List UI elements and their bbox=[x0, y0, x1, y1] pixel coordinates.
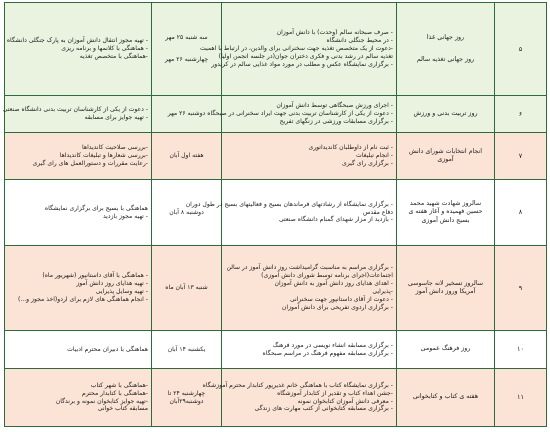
school-activities-cell: - ثبت نام از داوطلبان کاندیداتوری - انجام تبلیغات - برگزاری رای گیری bbox=[222, 133, 397, 180]
occasion-cell: سالروز شهادت شهید محمد حسین فهمیده و آغاز هفته ی بسیج دانش آموزی bbox=[397, 180, 495, 246]
occasion-cell: هفته ی کتاب و کتابخوانی bbox=[397, 369, 495, 427]
management-cell: -هماهنگی با شهر کتاب -هماهنگی با کتابدار محترم -تهیه جوایز کتابخوان نمونه و برندگان مسابقه کتاب خوانی bbox=[5, 369, 152, 427]
school-activities-cell: - برگزاری نمایشگاه کتاب با هماهنگی خانم غدیرپور کتابدار محترم آموزشگاه -جشن اهداء کتاب و تقدیر از کتابدار آموزشگاه - معرفی دانش آموزان کتابخوان نمونه - برگزاری مسابقه کتابخوانی از کتب مهارت های زندگی bbox=[222, 369, 397, 427]
school-activities-cell: - اجرای ورزش صبحگاهی توسط دانش آموزان - دعوت از یکی از کارشناسان تربیت بدنی جهت ایراد سخنرانی در صبحگاه - برگزاری مسابقات ورزشی در زنگهای تفریح bbox=[222, 96, 397, 133]
row-number: ۷ bbox=[495, 133, 547, 180]
date-cell: دوشنبه ۲۶ مهر bbox=[152, 96, 222, 133]
date-cell: سه شنبه ۲۵ مهر چهارشنبه ۲۶ مهر bbox=[152, 3, 222, 96]
table-row bbox=[5, 246, 547, 331]
date-cell: دوشنبه ۸ آبان bbox=[152, 180, 222, 246]
table-row bbox=[5, 180, 547, 246]
program-table bbox=[4, 2, 547, 427]
management-cell: هماهنگی با بسیج برای برگزاری نمایشگاه - تهیه مجوز بازدید bbox=[5, 180, 152, 246]
row-number: ۶ bbox=[495, 96, 547, 133]
date-cell: هفته اول آبان bbox=[152, 133, 222, 180]
date-cell: یکشنبه ۱۴ آبان bbox=[152, 331, 222, 369]
school-activities-cell: - برگزاری مسابقه انشاء نویسی در مورد فرهنگ - برگزاری مسابقه مفهوم فرهنگ در مراسم صبحگاه bbox=[222, 331, 397, 369]
school-activities-cell: - برگزاری مراسم به مناسبت گرامیداشت روز دانش آموز در سالن اجتماعات(اجرای برنامه توسط شورای دانش آموزی) - اهدای هدایای روز دانش آموز به دانش آموزان -پذیرایی - دعوت از آقای داستانپور جهت سخنرانی - برگزاری اردوی تفریحی برای دانش آموزان bbox=[222, 246, 397, 331]
row-number: ۱۱ bbox=[495, 369, 547, 427]
table-row bbox=[5, 133, 547, 180]
table-row bbox=[5, 369, 547, 427]
date-cell: شنبه ۱۳ آبان ماه bbox=[152, 246, 222, 331]
occasion-cell: سالروز تسخیر لانه جاسوسی آمریکا وروز دانش آموز bbox=[397, 246, 495, 331]
school-activities-cell: - صرف صبحانه سالم (وحدت) با دانش آموزان - در محیط جنگلی دانشگاه -دعوت از یک متخصص تغذیه جهت سخنرانی برای والدین، در ارتباط با اهمیت تغذیه سالم در رشد بدنی و فکری دختران جوان(در جلسه انجمن اولیا) - برگزاری نمایشگاه عکس و مطلب در مورد مواد غذایی سالم در کریدور bbox=[222, 3, 397, 96]
management-cell: هماهنگی با دبیران محترم ادبیات bbox=[5, 331, 152, 369]
row-number: ۵ bbox=[495, 3, 547, 96]
table-row bbox=[5, 96, 547, 133]
row-number: ۸ bbox=[495, 180, 547, 246]
management-cell: - دعوت از یکی از کارشناسان تربیت بدنی دانشگاه صنعتی - تهیه جوایز برای مسابقه bbox=[5, 96, 152, 133]
occasion-cell: روز تربیت بدنی و ورزش bbox=[397, 96, 495, 133]
table-row bbox=[5, 331, 547, 369]
management-cell: -بررسی صلاحیت کاندیداها -بررسی شعارها و تبلیغات کاندیداها -رعایت مقررات و دستورالعمل های رای گیری bbox=[5, 133, 152, 180]
occasion-cell: روز فرهنگ عمومی bbox=[397, 331, 495, 369]
date-cell: چهارشنبه ۲۴ تا دوشنبه۲۹آبان bbox=[152, 369, 222, 427]
management-cell: - تهیه مجوز انتقال دانش آموزان به پارک جنگلی دانشگاه - هماهنگی با کلانمها و برنامه ریزی -هماهنگی با متخصص تغذیه bbox=[5, 3, 152, 96]
row-number: ۹ bbox=[495, 246, 547, 331]
row-number: ۱۰ bbox=[495, 331, 547, 369]
table-row bbox=[5, 3, 547, 96]
management-cell: - هماهنگی با آقای داستانپور (شهریور ماه) - تهیه هدایای روز دانش آموز - تهیه وسایل پذیرایی - انجام هماهنگی های لازم برای اردو(اخذ مجوز و...) bbox=[5, 246, 152, 331]
occasion-cell: انجام انتخابات شورای دانش آموزی bbox=[397, 133, 495, 180]
school-activities-cell: - برگزاری نمایشگاه از رشادتهای فرماندهان بسیج و فعالیتهای بسیج در طول دوران دفاع مقدس - بازدید از مزار شهدای گمنام دانشگاه صنعتی bbox=[222, 180, 397, 246]
occasion-cell: روز جهانی غذا روز جهانی تغذیه سالم bbox=[397, 3, 495, 96]
